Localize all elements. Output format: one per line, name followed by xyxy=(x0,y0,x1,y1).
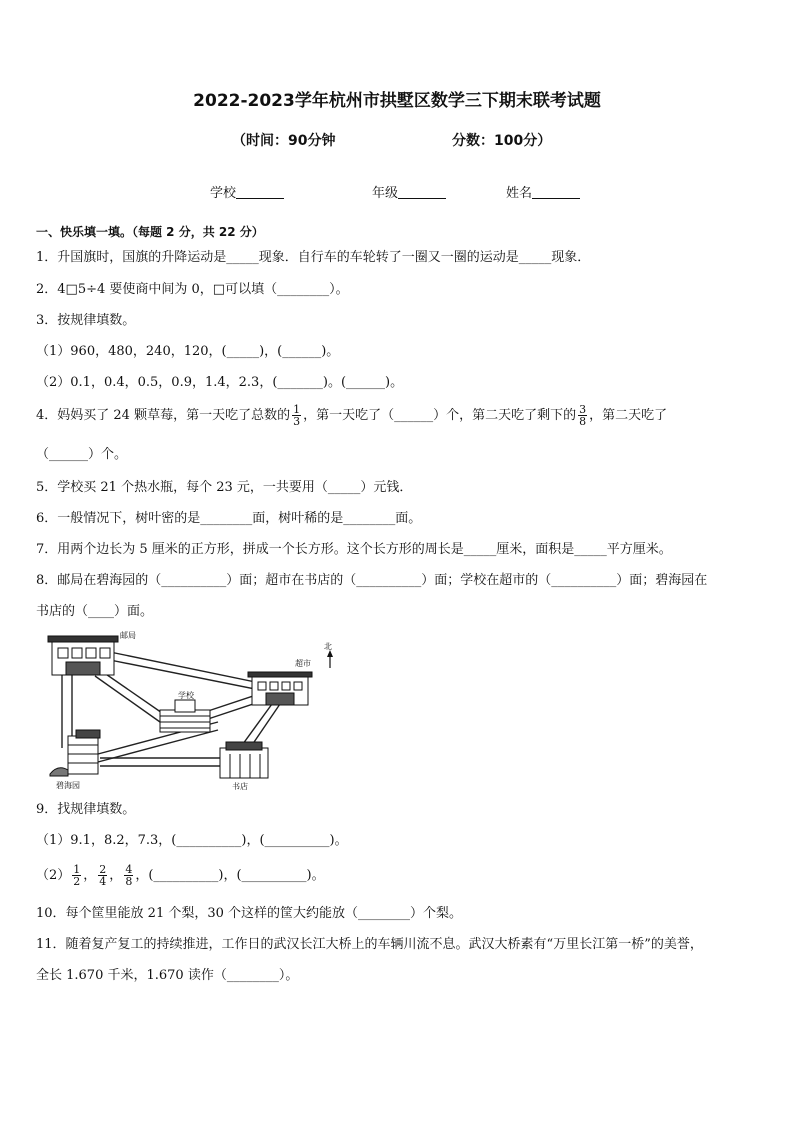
grade-label: 年级 xyxy=(372,186,399,201)
label-school: 学校 xyxy=(178,691,194,700)
label-supermarket: 超市 xyxy=(295,659,311,668)
supermarket-building xyxy=(248,672,312,705)
school-blank xyxy=(236,186,284,199)
bookstore-building xyxy=(220,742,268,778)
fraction-separator: ， xyxy=(109,868,123,883)
fraction-2: $\frac{2}{4}$ xyxy=(99,863,107,888)
exam-score: 分数：100分） xyxy=(452,133,552,149)
question-11-line-2: 全长 1.670 千米，1.670 读作（________）。 xyxy=(36,968,299,983)
question-3-part-2: （2）0.1，0.4，0.5，0.9，1.4，2.3，(_______)。(______)。 xyxy=(36,375,404,390)
question-9-part-1: （1）9.1，8.2，7.3，(__________)，(__________)。 xyxy=(36,833,348,848)
exam-time: （时间：90分钟 xyxy=(232,133,336,149)
name-field xyxy=(506,182,580,201)
question-9-part-2-lead: （2） xyxy=(36,868,71,883)
post-office-building xyxy=(48,636,118,675)
name-label: 姓名 xyxy=(506,186,533,201)
question-3-stem: 3．按规律填数。 xyxy=(36,313,136,328)
fraction-one-third: $\frac{1}{3}$ xyxy=(293,403,301,428)
page-title: 2022-2023学年杭州市拱墅区数学三下期末联考试题 xyxy=(193,91,601,111)
school-building xyxy=(160,700,210,732)
question-4-text-c: ，第二天吃了 xyxy=(589,408,668,423)
fraction-3: $\frac{4}{8}$ xyxy=(125,863,133,888)
question-2: 2．4□5÷4 要使商中间为 0，□可以填（________）。 xyxy=(36,282,349,297)
fraction-separator: ， xyxy=(83,868,97,883)
question-9-stem: 9．找规律填数。 xyxy=(36,802,136,817)
question-8-line-2: 书店的（____）面。 xyxy=(36,604,154,619)
fraction-1: $\frac{1}{2}$ xyxy=(73,863,81,888)
grade-blank xyxy=(398,186,446,199)
grade-field xyxy=(372,182,446,201)
question-11-line-1: 11．随着复产复工的持续推进，工作日的武汉长江大桥上的车辆川流不息。武汉大桥素有“万里长江第一桥”的美誉， xyxy=(36,937,703,952)
question-4-line-1 xyxy=(36,404,667,427)
school-field xyxy=(210,182,284,201)
question-5: 5．学校买 21 个热水瓶，每个 23 元，一共要用（_____）元钱． xyxy=(36,480,413,495)
question-4-text-b: ，第一天吃了（______）个，第二天吃了剩下的 xyxy=(303,408,577,423)
question-10: 10．每个筐里能放 21 个梨，30 个这样的筐大约能放（________）个梨。 xyxy=(36,906,463,921)
direction-map xyxy=(40,630,360,792)
question-6: 6．一般情况下，树叶密的是________面，树叶稀的是________面。 xyxy=(36,511,422,526)
bihaiyuan-building xyxy=(50,730,100,776)
question-8-line-1: 8．邮局在碧海园的（__________）面；超市在书店的（__________）面；学校在超市的（__________）面；碧海园在 xyxy=(36,573,708,588)
north-arrow-icon xyxy=(327,650,333,668)
question-3-part-1: （1）960，480，240，120，(_____)，(______)。 xyxy=(36,344,340,359)
fraction-three-eighths: $\frac{3}{8}$ xyxy=(579,403,587,428)
question-4-line-2: （______）个。 xyxy=(36,447,128,462)
question-9-part-2-tail: ，(__________)，(__________)。 xyxy=(135,868,325,883)
section-heading: 一、快乐填一填。（每题 2 分，共 22 分） xyxy=(36,225,264,239)
question-9-part-2 xyxy=(36,864,325,887)
school-label: 学校 xyxy=(210,186,237,201)
label-north: 北 xyxy=(324,642,332,651)
question-1: 1．升国旗时，国旗的升降运动是_____现象．自行车的车轮转了一圈又一圈的运动是_____现象． xyxy=(36,250,591,265)
label-bookstore: 书店 xyxy=(232,782,248,791)
question-4-text-a: 4．妈妈买了 24 颗草莓，第一天吃了总数的 xyxy=(36,408,291,423)
name-blank xyxy=(532,186,580,199)
question-7: 7．用两个边长为 5 厘米的正方形，拼成一个长方形。这个长方形的周长是_____厘米，面积是_____平方厘米。 xyxy=(36,542,672,557)
label-post-office: 邮局 xyxy=(120,631,136,640)
label-bihaiyuan: 碧海园 xyxy=(56,781,80,790)
